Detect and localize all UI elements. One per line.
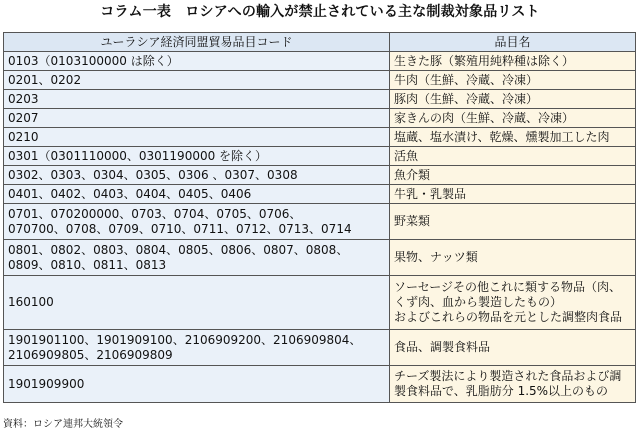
header-row bbox=[4, 33, 636, 52]
source-note: 資料：ロシア連邦大統領令 bbox=[3, 419, 123, 430]
code-column-header: ユーラシア経済同盟貿易品目コード bbox=[4, 33, 390, 52]
item-name-cell: 食品、調製食料品 bbox=[390, 330, 636, 366]
item-name-cell: 家きんの肉（生鮮、冷蔵、冷凍） bbox=[390, 109, 636, 128]
item-name-cell: チーズ製法により製造された食品および調 製食料品で、乳脂肪分 1.5%以上のもの bbox=[390, 366, 636, 403]
table-row bbox=[4, 71, 636, 90]
item-name-cell: 活魚 bbox=[390, 147, 636, 166]
item-name-cell: 塩蔵、塩水漬け、乾燥、燻製加工した肉 bbox=[390, 128, 636, 147]
item-column-header: 品目名 bbox=[390, 33, 636, 52]
table-row bbox=[4, 185, 636, 204]
table-row bbox=[4, 90, 636, 109]
table-row bbox=[4, 128, 636, 147]
item-name-cell: 野菜類 bbox=[390, 204, 636, 240]
item-name-cell: 牛肉（生鮮、冷蔵、冷凍） bbox=[390, 71, 636, 90]
commodity-code-cell: 0401、0402、0403、0404、0405、0406 bbox=[4, 185, 390, 204]
item-name-cell: 生きた豚（繁殖用純粋種は除く） bbox=[390, 52, 636, 71]
item-name-cell: ソーセージその他これに類する物品（肉、 くず肉、血から製造したもの） およびこれらの物品を元とした調整肉食品 bbox=[390, 276, 636, 330]
commodity-code-cell: 0301（0301110000、0301190000 を除く） bbox=[4, 147, 390, 166]
sanctions-table bbox=[3, 32, 636, 403]
table-row bbox=[4, 330, 636, 366]
commodity-code-cell: 1901909900 bbox=[4, 366, 390, 403]
commodity-code-cell: 0103（0103100000 は除く） bbox=[4, 52, 390, 71]
commodity-code-cell: 0210 bbox=[4, 128, 390, 147]
table-row bbox=[4, 147, 636, 166]
table-body bbox=[4, 52, 636, 403]
item-name-cell: 牛乳・乳製品 bbox=[390, 185, 636, 204]
table-title: コラム一表 ロシアへの輸入が禁止されている主な制裁対象品リスト bbox=[100, 4, 540, 20]
commodity-code-cell: 0801、0802、0803、0804、0805、0806、0807、0808、 0809、0810、0811、0813 bbox=[4, 240, 390, 276]
commodity-code-cell: 0203 bbox=[4, 90, 390, 109]
table-row bbox=[4, 276, 636, 330]
table-row bbox=[4, 366, 636, 403]
commodity-code-cell: 0207 bbox=[4, 109, 390, 128]
commodity-code-cell: 0302、0303、0304、0305、0306 、0307、0308 bbox=[4, 166, 390, 185]
commodity-code-cell: 0201、0202 bbox=[4, 71, 390, 90]
item-name-cell: 果物、ナッツ類 bbox=[390, 240, 636, 276]
table-row bbox=[4, 240, 636, 276]
table-row bbox=[4, 109, 636, 128]
table-row bbox=[4, 52, 636, 71]
commodity-code-cell: 160100 bbox=[4, 276, 390, 330]
item-name-cell: 魚介類 bbox=[390, 166, 636, 185]
table-row bbox=[4, 166, 636, 185]
commodity-code-cell: 0701、070200000、0703、0704、0705、0706、 070700、0708、0709、0710、0711、0712、0713、0714 bbox=[4, 204, 390, 240]
item-name-cell: 豚肉（生鮮、冷蔵、冷凍） bbox=[390, 90, 636, 109]
commodity-code-cell: 1901901100、1901909100、2106909200、2106909804、 2106909805、2106909809 bbox=[4, 330, 390, 366]
table-row bbox=[4, 204, 636, 240]
